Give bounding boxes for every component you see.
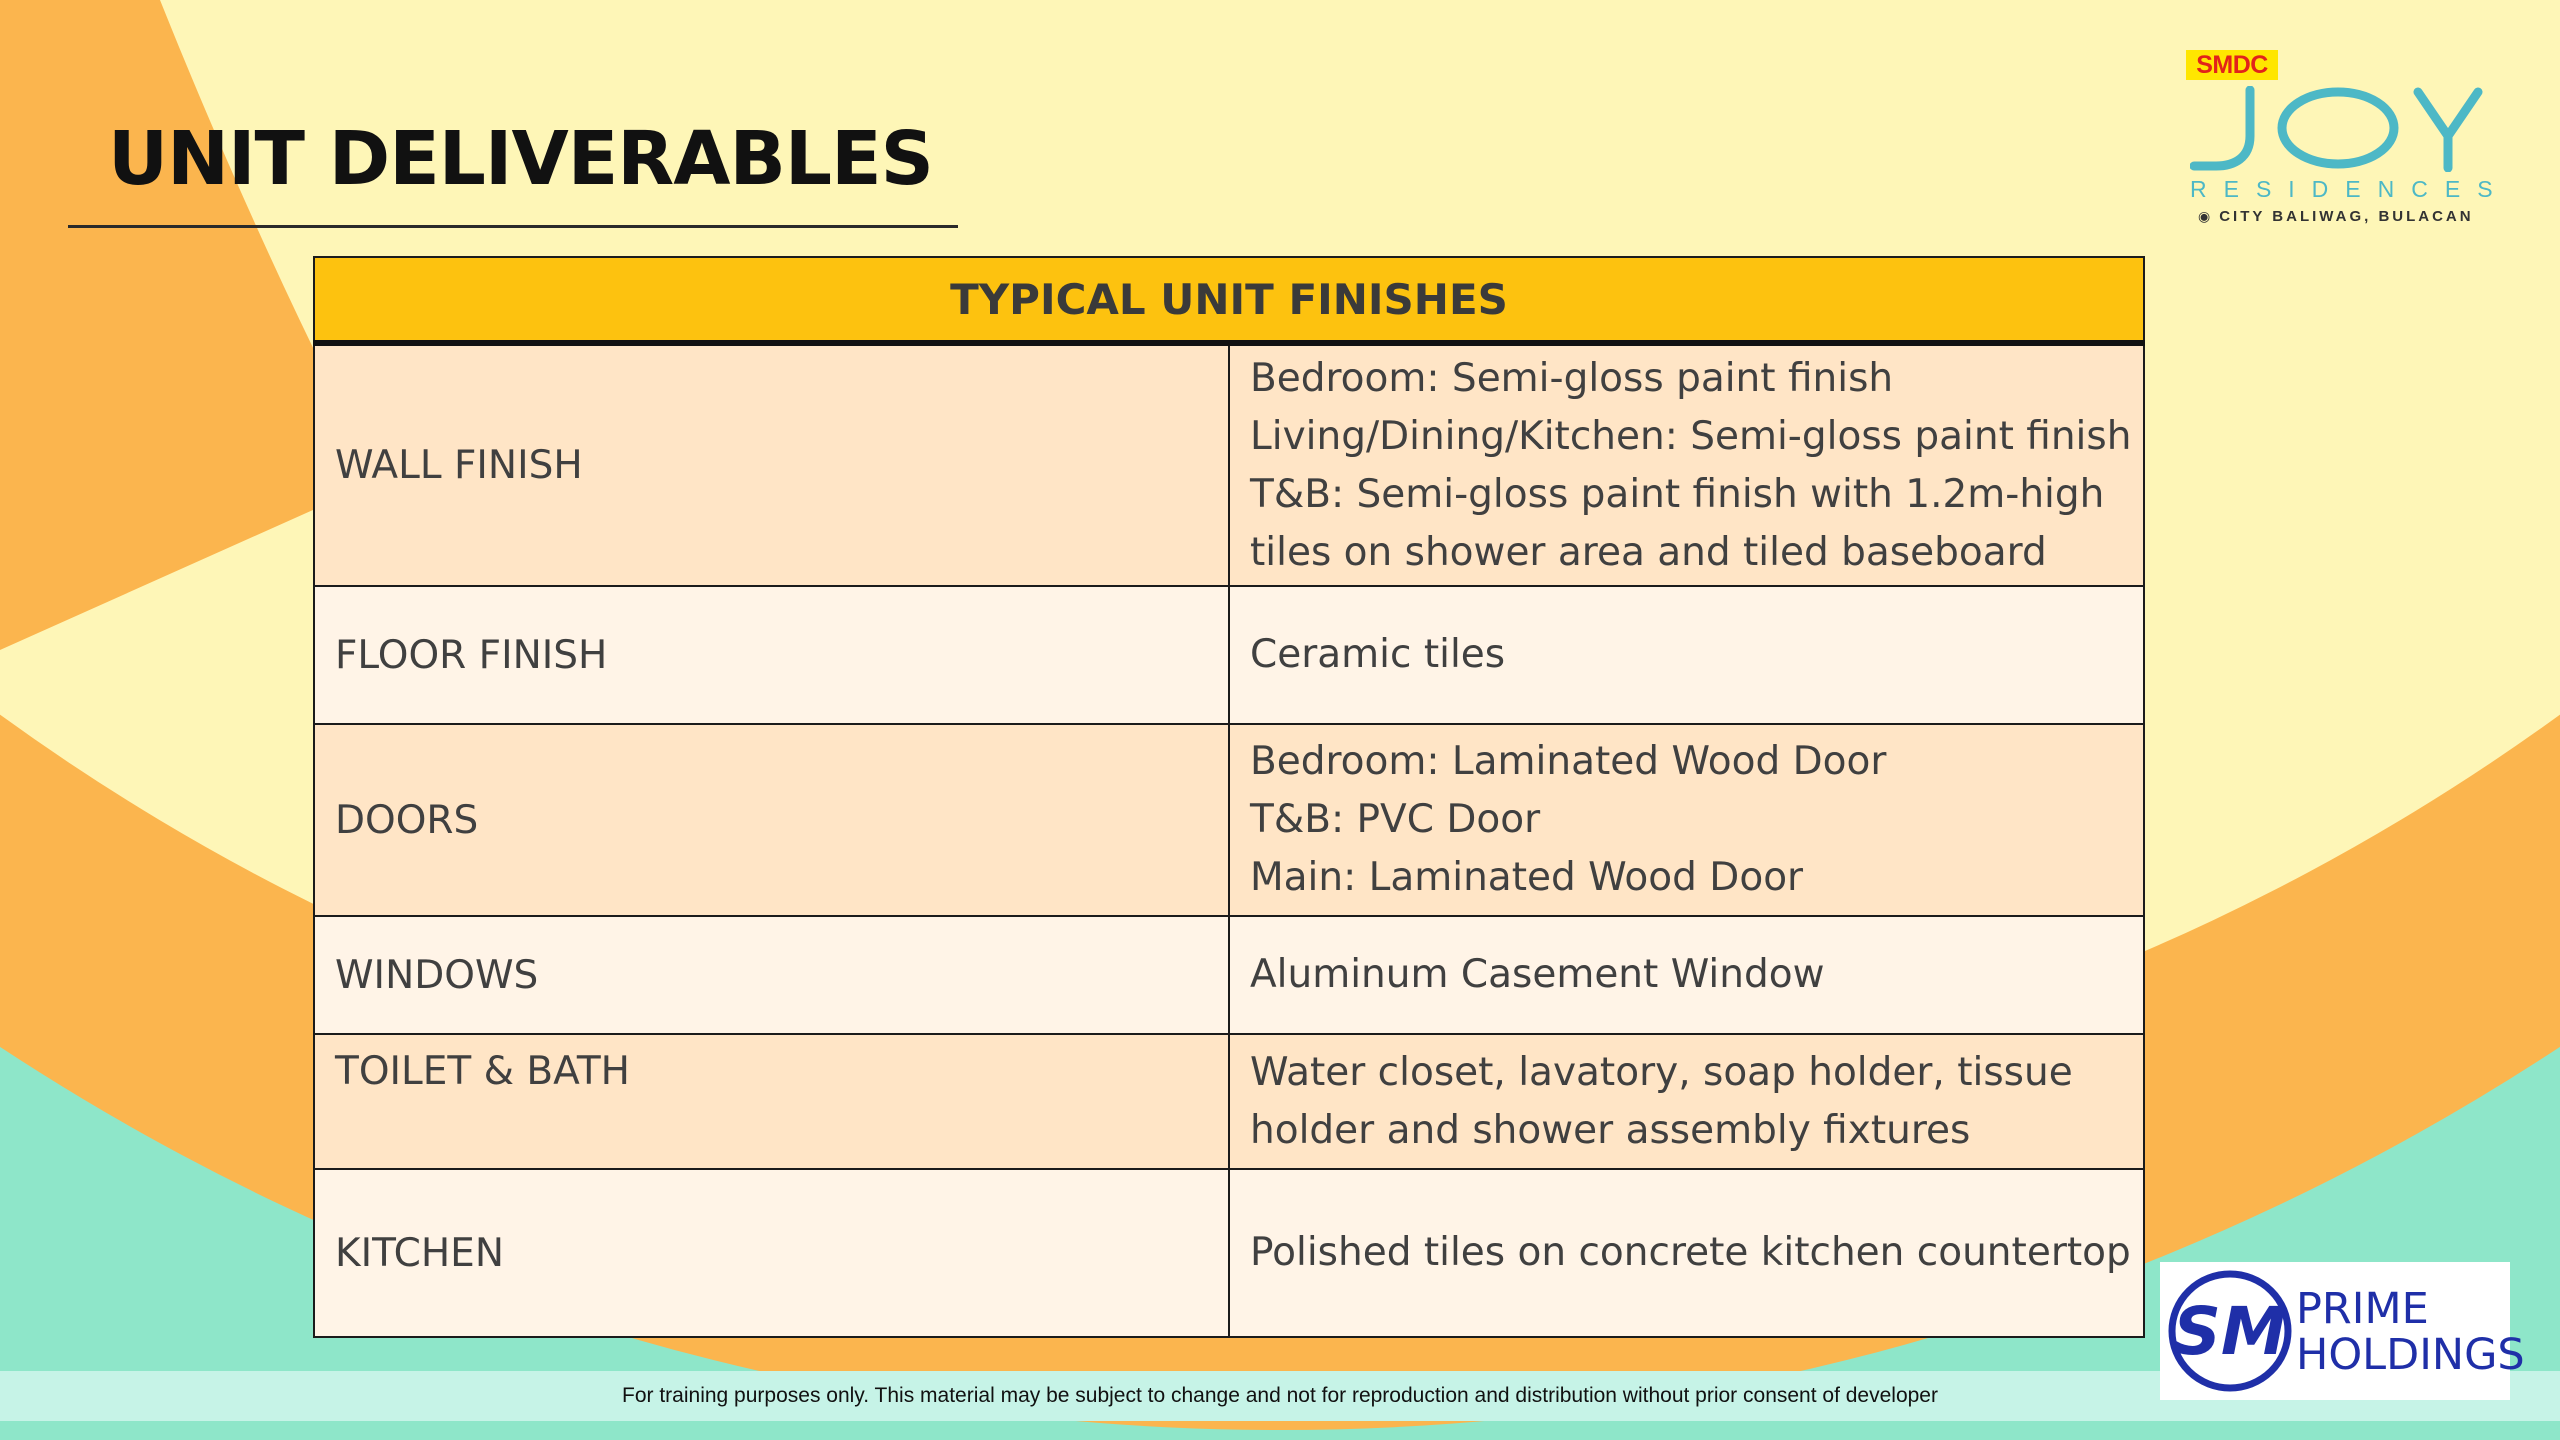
row-value-kitchen [1229, 1169, 2144, 1337]
value-line: T&B: Semi-gloss paint finish with 1.2m-high tiles on shower area and tiled baseboard [1250, 471, 2105, 575]
sm-emblem-text: SM [2173, 1293, 2287, 1370]
value-line: Polished tiles on concrete kitchen countertop [1250, 1230, 2131, 1275]
value-line: Living/Dining/Kitchen: Semi-gloss paint finish [1250, 413, 2132, 459]
value-line: T&B: PVC Door [1250, 797, 1541, 842]
slide-title: UNIT DELIVERABLES [108, 116, 933, 202]
value-line: Main: Laminated Wood Door [1250, 855, 1804, 900]
row-label-wall-finish: WALL FINISH [314, 343, 1229, 586]
joy-wordmark [2190, 86, 2486, 172]
smdc-badge: SMDC [2186, 50, 2278, 80]
value-line: Aluminum Casement Window [1250, 952, 1825, 997]
row-label-floor-finish: FLOOR FINISH [314, 586, 1229, 724]
sm-emblem-icon [2168, 1270, 2292, 1392]
table-row [314, 724, 2144, 916]
row-label-doors: DOORS [314, 724, 1229, 916]
unit-finishes-table [313, 256, 2145, 1338]
table-row [314, 1034, 2144, 1169]
sm-prime-holdings-logo [2160, 1262, 2525, 1400]
value-line: Bedroom: Laminated Wood Door [1250, 739, 1887, 784]
table-header: TYPICAL UNIT FINISHES [314, 257, 2144, 343]
table-row [314, 343, 2144, 586]
sm-logo-line2: HOLDINGS [2296, 1330, 2525, 1380]
joy-residences-text: RESIDENCES [2190, 176, 2510, 202]
row-value-windows [1229, 916, 2144, 1034]
table-row [314, 586, 2144, 724]
row-label-toilet-bath: TOILET & BATH [314, 1034, 1229, 1169]
sm-logo-line1: PRIME [2296, 1284, 2429, 1334]
joy-location-text [2198, 208, 2474, 225]
value-line: Ceramic tiles [1250, 632, 1506, 677]
title-underline [68, 225, 958, 228]
row-label-kitchen: KITCHEN [314, 1169, 1229, 1337]
row-label-windows: WINDOWS [314, 916, 1229, 1034]
joy-location-label: CITY BALIWAG, BULACAN [2219, 208, 2474, 225]
sm-logo-text [2296, 1286, 2525, 1378]
table-row [314, 916, 2144, 1034]
footer-disclaimer: For training purposes only. This material may be subject to change and not for reproduction and distribution without prior consent of developer [0, 1371, 2560, 1421]
joy-residences-logo [2186, 48, 2510, 238]
table-row [314, 1169, 2144, 1337]
value-line: Bedroom: Semi-gloss paint finish [1250, 355, 1894, 401]
row-value-floor-finish [1229, 586, 2144, 724]
city-seal-icon: ◉ [2198, 208, 2214, 224]
row-value-toilet-bath: Water closet, lavatory, soap holder, tissue holder and shower assembly fixtures [1229, 1034, 2144, 1169]
row-value-doors [1229, 724, 2144, 916]
row-value-wall-finish [1229, 343, 2144, 586]
